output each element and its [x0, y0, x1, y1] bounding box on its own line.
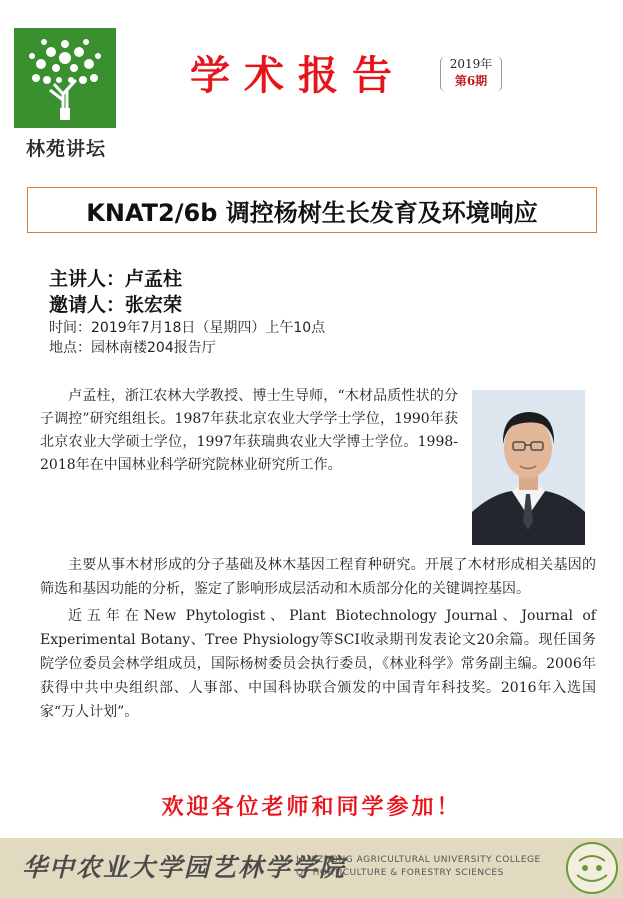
speaker-portrait — [472, 390, 585, 545]
time-line: 时间：2019年7月18日（星期四）上午10点 — [49, 320, 326, 336]
place-line: 地点：园林南楼204报告厅 — [49, 340, 216, 356]
footer-english-line1: HUAZHONG AGRICULTURAL UNIVERSITY COLLEGE — [296, 855, 541, 865]
seal-icon — [565, 841, 619, 895]
footer-college-name: 华中农业大学园艺林学学院 — [22, 853, 347, 882]
logo-text: 林苑讲坛 — [25, 138, 106, 160]
issue-year: 2019年 — [449, 57, 493, 71]
footer-banner — [0, 838, 623, 898]
inviter-line: 邀请人：张宏荣 — [49, 294, 183, 316]
bio-text: 卢孟柱，浙江农林大学教授、博士生导师，“木材品质性状的分子调控”研究组组长。1987年获北京农业大学学士学位，1990年获北京农业大学硕士学位，1997年获瑞典农业大学博士学位。1998-2018年在中国林业科学研究院林业研究所工作。 — [40, 388, 458, 473]
speaker-line: 主讲人：卢孟柱 — [49, 268, 183, 290]
publication-paragraph: 近五年在New Phytologist、Plant Biotechnology Journal、Journal of Experimental Botany、Tree Physiology等SCI收录期刊发表论文20余篇。现任国务院学位委员会林学组成员，国际杨树委员会执行委员，《林业科学》常务副主编。2006年获得中共中央组织部、人事部、中国科协联合颁发的中国青年科技奖。2016年入选国家“万人计划”。 — [40, 608, 596, 720]
footer-english-line2: OF HORTICULTURE & FORESTRY SCIENCES — [296, 868, 504, 878]
person-icon — [472, 390, 585, 545]
talk-topic: KNAT2/6b 调控杨树生长发育及环境响应 — [27, 187, 597, 233]
welcome-message: 欢迎各位老师和同学参加！ — [161, 795, 462, 820]
page-title: 学术报告 — [190, 53, 406, 99]
issue-badge — [440, 56, 502, 92]
college-seal — [565, 841, 619, 895]
research-paragraph: 主要从事木材形成的分子基础及林木基因工程育种研究。开展了木材形成相关基因的筛选和基因功能的分析，鉴定了影响形成层活动和木质部分化的关键调控基因。 — [40, 557, 596, 597]
bio-paragraph — [40, 385, 458, 477]
forum-logo — [14, 28, 116, 128]
body-text — [40, 553, 596, 727]
issue-number: 第6期 — [454, 74, 488, 88]
tree-icon — [14, 28, 116, 128]
